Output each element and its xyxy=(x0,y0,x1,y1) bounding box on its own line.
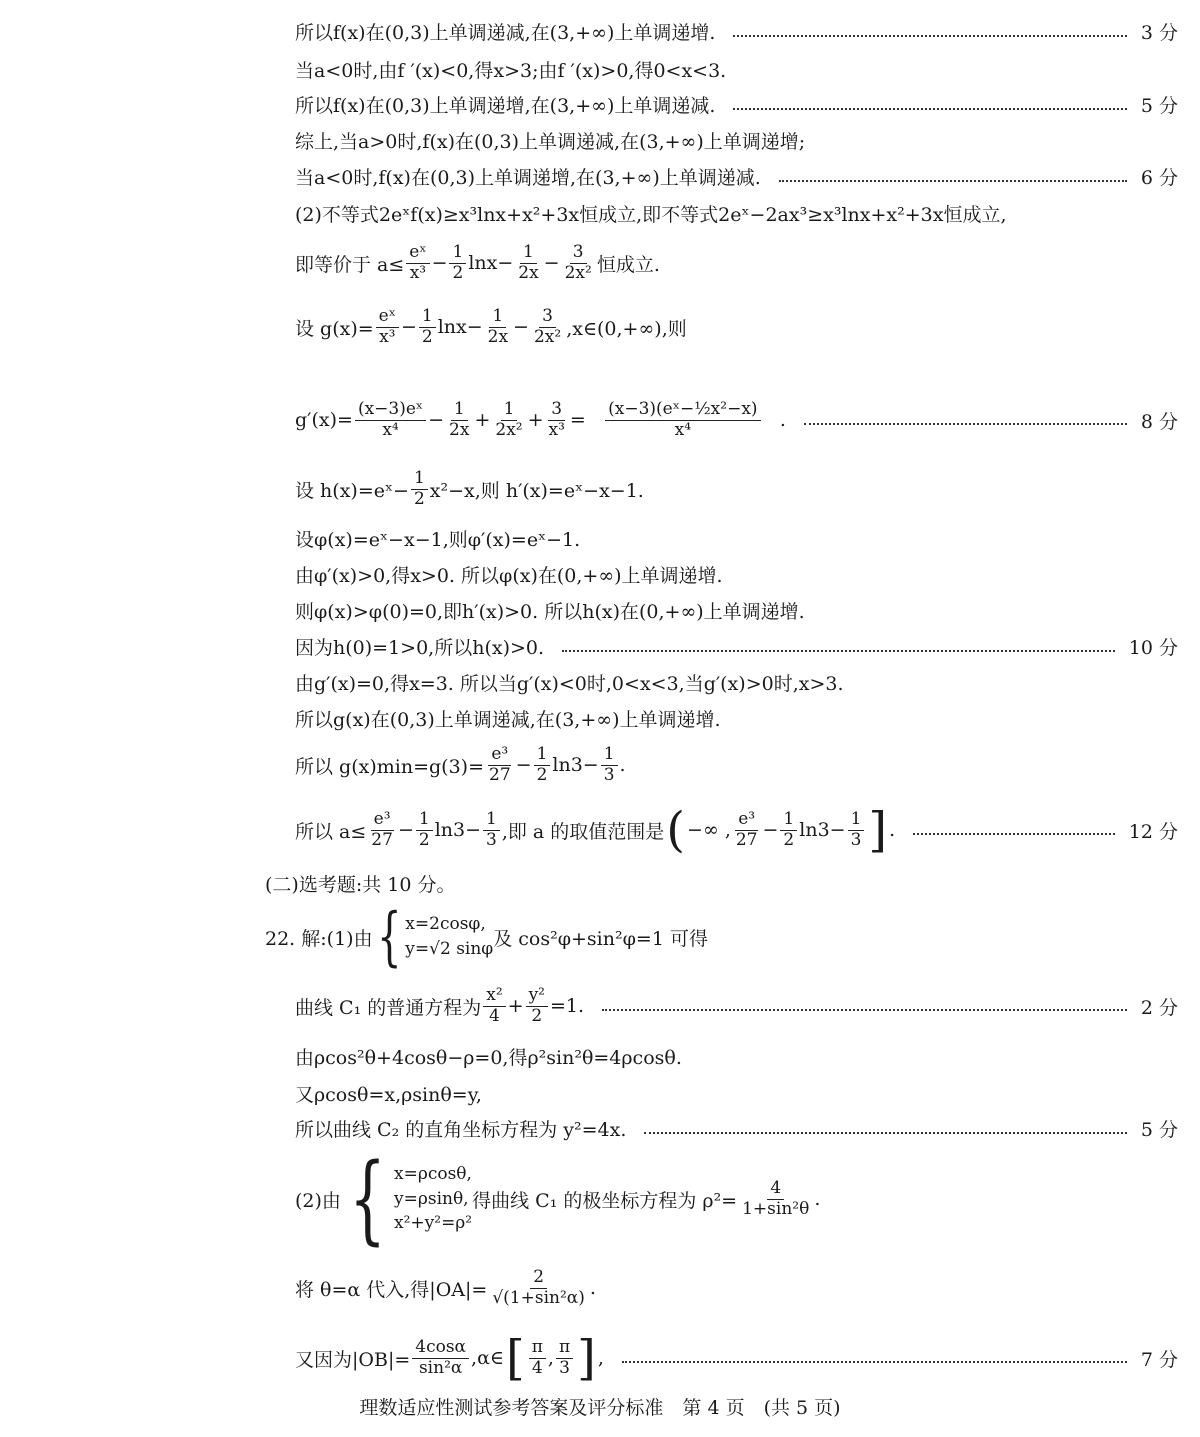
fraction xyxy=(492,400,525,440)
dotted-leader xyxy=(733,35,1126,37)
right-bracket: ] xyxy=(868,802,888,858)
score-label: 3 分 xyxy=(1140,22,1178,44)
numerator: 1 xyxy=(501,400,518,421)
fraction xyxy=(601,745,618,785)
denominator: 2 xyxy=(421,326,433,347)
fraction xyxy=(486,745,514,785)
denominator: x⁴ xyxy=(674,419,692,440)
dotted-leader xyxy=(602,1009,1127,1011)
numerator: (x−3)eˣ xyxy=(355,400,426,421)
math-op: + xyxy=(527,409,544,431)
numerator: eˣ xyxy=(406,243,429,264)
line-12 xyxy=(295,561,1178,588)
line-15 xyxy=(295,669,1178,696)
line-13 xyxy=(295,597,1178,624)
fraction xyxy=(588,400,778,440)
denominator: 1+sin²θ xyxy=(742,1198,810,1219)
math-op: , xyxy=(547,1347,554,1369)
range-expression xyxy=(295,802,896,858)
denominator: 27 xyxy=(371,829,393,850)
page-footer: 理数适应性测试参考答案及评分标准 第 4 页 (共 5 页) xyxy=(359,1397,841,1419)
dotted-leader xyxy=(622,1361,1127,1363)
denominator: 27 xyxy=(489,764,511,785)
math-text: ,x∈(0,+∞),则 xyxy=(566,317,687,340)
fraction xyxy=(529,1338,546,1378)
score-label: 10 分 xyxy=(1128,637,1178,659)
line-18 xyxy=(295,803,1178,857)
numerator: y² xyxy=(526,986,548,1007)
derivative-expression xyxy=(295,400,786,440)
numerator: 4 xyxy=(767,1179,784,1200)
denominator: x³ xyxy=(548,419,565,440)
line-text: 又ρcosθ=x,ρsinθ=y, xyxy=(295,1084,482,1106)
fraction xyxy=(419,307,436,347)
math-op: − xyxy=(513,316,529,338)
denominator: 2x xyxy=(449,419,470,440)
system-row: x²+y²=ρ² xyxy=(394,1213,473,1234)
numerator: e³ xyxy=(735,810,758,831)
math-text: g′(x)= xyxy=(295,409,353,431)
line-text: 因为h(0)=1>0,所以h(x)>0. xyxy=(295,637,545,659)
line-text: 由φ′(x)>0,得x>0. 所以φ(x)在(0,+∞)上单调递增. xyxy=(295,565,723,587)
denominator: √(1+sin²α) xyxy=(492,1287,585,1308)
numerator: 1 xyxy=(449,243,466,264)
numerator: 3 xyxy=(539,307,556,328)
equation-system xyxy=(394,1162,472,1236)
line-1 xyxy=(295,18,1178,45)
system-row: y=ρsinθ, xyxy=(394,1188,469,1209)
line-text: 由g′(x)=0,得x=3. 所以当g′(x)<0时,0<x<3,当g′(x)>0时,x>3. xyxy=(295,673,844,695)
fraction xyxy=(526,986,548,1026)
denominator: 4 xyxy=(489,1005,500,1026)
math-op: − xyxy=(400,316,417,338)
denominator: 2 xyxy=(783,829,795,850)
line-3 xyxy=(295,91,1178,118)
line-text: 所以f(x)在(0,3)上单调递减,在(3,+∞)上单调递增. xyxy=(295,22,716,44)
denominator: 3 xyxy=(603,764,615,785)
brace-icon: { xyxy=(349,1143,386,1255)
denominator: 3 xyxy=(850,829,862,850)
score-label: 2 分 xyxy=(1140,996,1178,1019)
denominator: 4 xyxy=(531,1357,543,1378)
fraction xyxy=(411,469,428,509)
math-op: − xyxy=(515,754,532,776)
math-op: ln3− xyxy=(434,819,482,841)
score-label: 7 分 xyxy=(1140,1348,1178,1371)
math-text: , xyxy=(597,1347,604,1369)
brace-icon: { xyxy=(376,900,402,974)
line-9 xyxy=(295,380,1178,460)
line-text: 当a<0时,由f ′(x)<0,得x>3;由f ′(x)>0,得0<x<3. xyxy=(295,60,727,82)
fraction xyxy=(483,986,505,1026)
denominator: 2x² xyxy=(533,326,562,347)
math-text: 又因为|OB|= xyxy=(295,1348,411,1371)
line-2 xyxy=(295,56,1178,83)
numerator: 1 xyxy=(534,745,551,766)
numerator: 1 xyxy=(780,810,797,831)
denominator: x³ xyxy=(379,326,396,347)
math-text: . xyxy=(589,1277,596,1299)
dotted-leader xyxy=(779,180,1127,182)
math-text: 设 h(x)=eˣ− xyxy=(295,479,409,502)
line-4 xyxy=(295,127,1178,154)
numerator: π xyxy=(556,1338,573,1359)
math-op: lnx− xyxy=(468,252,514,274)
math-text: 22. 解:(1)由 xyxy=(265,927,373,950)
fraction xyxy=(531,307,564,347)
numerator: 4cosα xyxy=(412,1338,469,1359)
line-5 xyxy=(295,163,1178,190)
fraction xyxy=(739,1179,812,1219)
math-text: =1. xyxy=(549,995,585,1017)
line-text: 所以f(x)在(0,3)上单调递增,在(3,+∞)上单调递减. xyxy=(295,95,716,117)
fraction xyxy=(733,810,761,850)
line-text: 当a<0时,f(x)在(0,3)上单调递增,在(3,+∞)上单调递减. xyxy=(295,167,761,189)
line-14 xyxy=(295,633,1178,660)
denominator: 2 xyxy=(531,1005,543,1026)
line-20 xyxy=(265,900,1178,974)
line-text: 综上,当a>0时,f(x)在(0,3)上单调递减,在(3,+∞)上单调递增; xyxy=(295,131,806,153)
fraction xyxy=(406,243,429,283)
denominator: 2x² xyxy=(564,262,592,283)
math-op: ln3− xyxy=(799,819,846,841)
line-6 xyxy=(295,200,1178,227)
denominator: 3 xyxy=(486,829,497,850)
fraction xyxy=(556,1338,573,1378)
fraction xyxy=(355,400,426,440)
line-27 xyxy=(295,1330,1178,1386)
line-text: (2)不等式2eˣf(x)≥x³lnx+x²+3x恒成立,即不等式2eˣ−2ax³≥x³lnx+x²+3x恒成立, xyxy=(295,204,1007,226)
line-8 xyxy=(295,302,1178,352)
denominator: 2 xyxy=(413,488,425,509)
numerator: 1 xyxy=(419,307,436,328)
math-op: + xyxy=(474,409,491,431)
denominator: x⁴ xyxy=(382,419,399,440)
math-op: + xyxy=(507,995,524,1017)
math-op: − xyxy=(762,819,779,841)
line-17 xyxy=(295,740,1178,790)
math-text: 得曲线 C₁ 的极坐标方程为 ρ²= xyxy=(472,1189,738,1212)
numerator: 1 xyxy=(489,307,506,328)
numerator: eˣ xyxy=(376,307,399,328)
math-text: ,α∈ xyxy=(471,1347,504,1369)
fraction xyxy=(534,745,551,785)
fraction xyxy=(449,243,466,283)
math-text: 恒成立. xyxy=(596,253,660,276)
score-label: 12 分 xyxy=(1128,820,1178,843)
math-text: 所以 a≤ xyxy=(295,820,367,843)
fraction xyxy=(515,243,541,283)
score-label: 8 分 xyxy=(1140,410,1178,433)
fraction xyxy=(446,400,472,440)
fraction xyxy=(416,810,433,850)
dotted-leader xyxy=(733,108,1126,110)
dotted-leader xyxy=(562,650,1115,652)
fraction xyxy=(546,400,568,440)
math-op: lnx− xyxy=(437,316,483,338)
math-text: . xyxy=(619,754,626,776)
numerator: x² xyxy=(483,986,505,1007)
math-text: . xyxy=(779,409,786,431)
score-label: 6 分 xyxy=(1140,167,1178,189)
math-text: 设 g(x)= xyxy=(295,317,374,340)
denominator: 2x xyxy=(518,262,539,283)
denominator: 2x xyxy=(487,326,509,347)
math-text: ,即 a 的取值范围是 xyxy=(501,820,665,843)
line-text: 由ρcos²θ+4cosθ−ρ=0,得ρ²sin²θ=4ρcosθ. xyxy=(295,1047,682,1069)
numerator: 1 xyxy=(848,810,865,831)
numerator: 1 xyxy=(520,243,537,264)
line-text: (二)选考题:共 10 分。 xyxy=(265,874,456,896)
math-op: = xyxy=(569,409,586,431)
line-text: 所以g(x)在(0,3)上单调递减,在(3,+∞)上单调递增. xyxy=(295,709,721,731)
line-7 xyxy=(295,238,1178,288)
interval-expression xyxy=(295,1330,604,1386)
line-16 xyxy=(295,705,1178,732)
fraction xyxy=(483,810,500,850)
dotted-leader xyxy=(804,423,1127,425)
math-text: (2)由 xyxy=(295,1189,341,1212)
line-text: 则φ(x)>φ(0)=0,即h′(x)>0. 所以h(x)在(0,+∞)上单调递增. xyxy=(295,601,805,623)
math-op: − xyxy=(543,252,560,274)
fraction xyxy=(489,1268,588,1308)
right-bracket: ] xyxy=(577,1330,596,1386)
math-text: 所以 g(x)min=g(3)= xyxy=(295,755,484,778)
math-text: 即等价于 a≤ xyxy=(295,253,405,276)
math-op: ln3− xyxy=(552,754,599,776)
numerator: 3 xyxy=(570,243,587,264)
denominator: 2x² xyxy=(495,419,523,440)
left-paren: ( xyxy=(666,802,686,858)
numerator: 1 xyxy=(411,469,428,490)
dotted-leader xyxy=(644,1132,1126,1134)
denominator: 3 xyxy=(559,1357,570,1378)
equation xyxy=(295,986,584,1026)
fraction xyxy=(562,243,595,283)
line-26 xyxy=(295,1260,1178,1316)
numerator: e³ xyxy=(488,745,511,766)
line-11 xyxy=(295,525,1178,552)
fraction xyxy=(780,810,797,850)
denominator: 2 xyxy=(536,764,548,785)
numerator: π xyxy=(529,1338,546,1359)
score-label: 5 分 xyxy=(1140,95,1178,117)
numerator: 1 xyxy=(601,745,618,766)
denominator: 27 xyxy=(735,829,758,850)
equation-system xyxy=(405,912,493,961)
math-text: x²−x,则 h′(x)=eˣ−x−1. xyxy=(429,479,644,502)
system-row: x=ρcosθ, xyxy=(394,1164,472,1185)
numerator: 2 xyxy=(530,1268,547,1289)
denominator: 2 xyxy=(418,829,430,850)
math-op: − xyxy=(397,819,414,841)
math-text: 及 cos²φ+sin²φ=1 可得 xyxy=(493,927,708,950)
numerator: 3 xyxy=(548,400,565,421)
numerator: 1 xyxy=(416,810,433,831)
score-label: 5 分 xyxy=(1140,1119,1178,1141)
left-bracket: [ xyxy=(505,1330,525,1386)
line-24 xyxy=(295,1115,1178,1142)
system-row: y=√2 sinφ xyxy=(405,939,494,959)
section-heading xyxy=(265,870,1178,897)
dotted-leader xyxy=(913,833,1115,835)
math-text: −∞ , xyxy=(687,819,731,841)
denominator: sin²α xyxy=(418,1357,463,1378)
numerator: 1 xyxy=(483,810,500,831)
numerator: 1 xyxy=(451,400,468,421)
fraction xyxy=(376,307,399,347)
fraction xyxy=(485,307,511,347)
fraction xyxy=(848,810,865,850)
math-text: . xyxy=(814,1188,821,1210)
system-row: x=2cosφ, xyxy=(405,914,486,935)
fraction xyxy=(412,1338,469,1378)
math-op: − xyxy=(431,252,448,274)
math-text: 曲线 C₁ 的普通方程为 xyxy=(295,996,482,1019)
line-21 xyxy=(295,980,1178,1032)
line-22 xyxy=(295,1043,1178,1070)
line-text: 设φ(x)=eˣ−x−1,则φ′(x)=eˣ−1. xyxy=(295,529,581,551)
line-text: 所以曲线 C₂ 的直角坐标方程为 y²=4x. xyxy=(295,1119,627,1141)
denominator: 2 xyxy=(452,262,464,283)
line-25 xyxy=(295,1143,1178,1255)
numerator: e³ xyxy=(371,810,394,831)
denominator: x³ xyxy=(409,262,427,283)
line-23 xyxy=(295,1080,1178,1107)
numerator: (x−3)(eˣ−½x²−x) xyxy=(605,400,760,421)
math-op: − xyxy=(428,409,445,431)
math-text: . xyxy=(889,819,896,841)
fraction xyxy=(368,810,396,850)
math-text: 将 θ=α 代入,得|OA|= xyxy=(295,1278,488,1301)
line-10 xyxy=(295,465,1178,513)
